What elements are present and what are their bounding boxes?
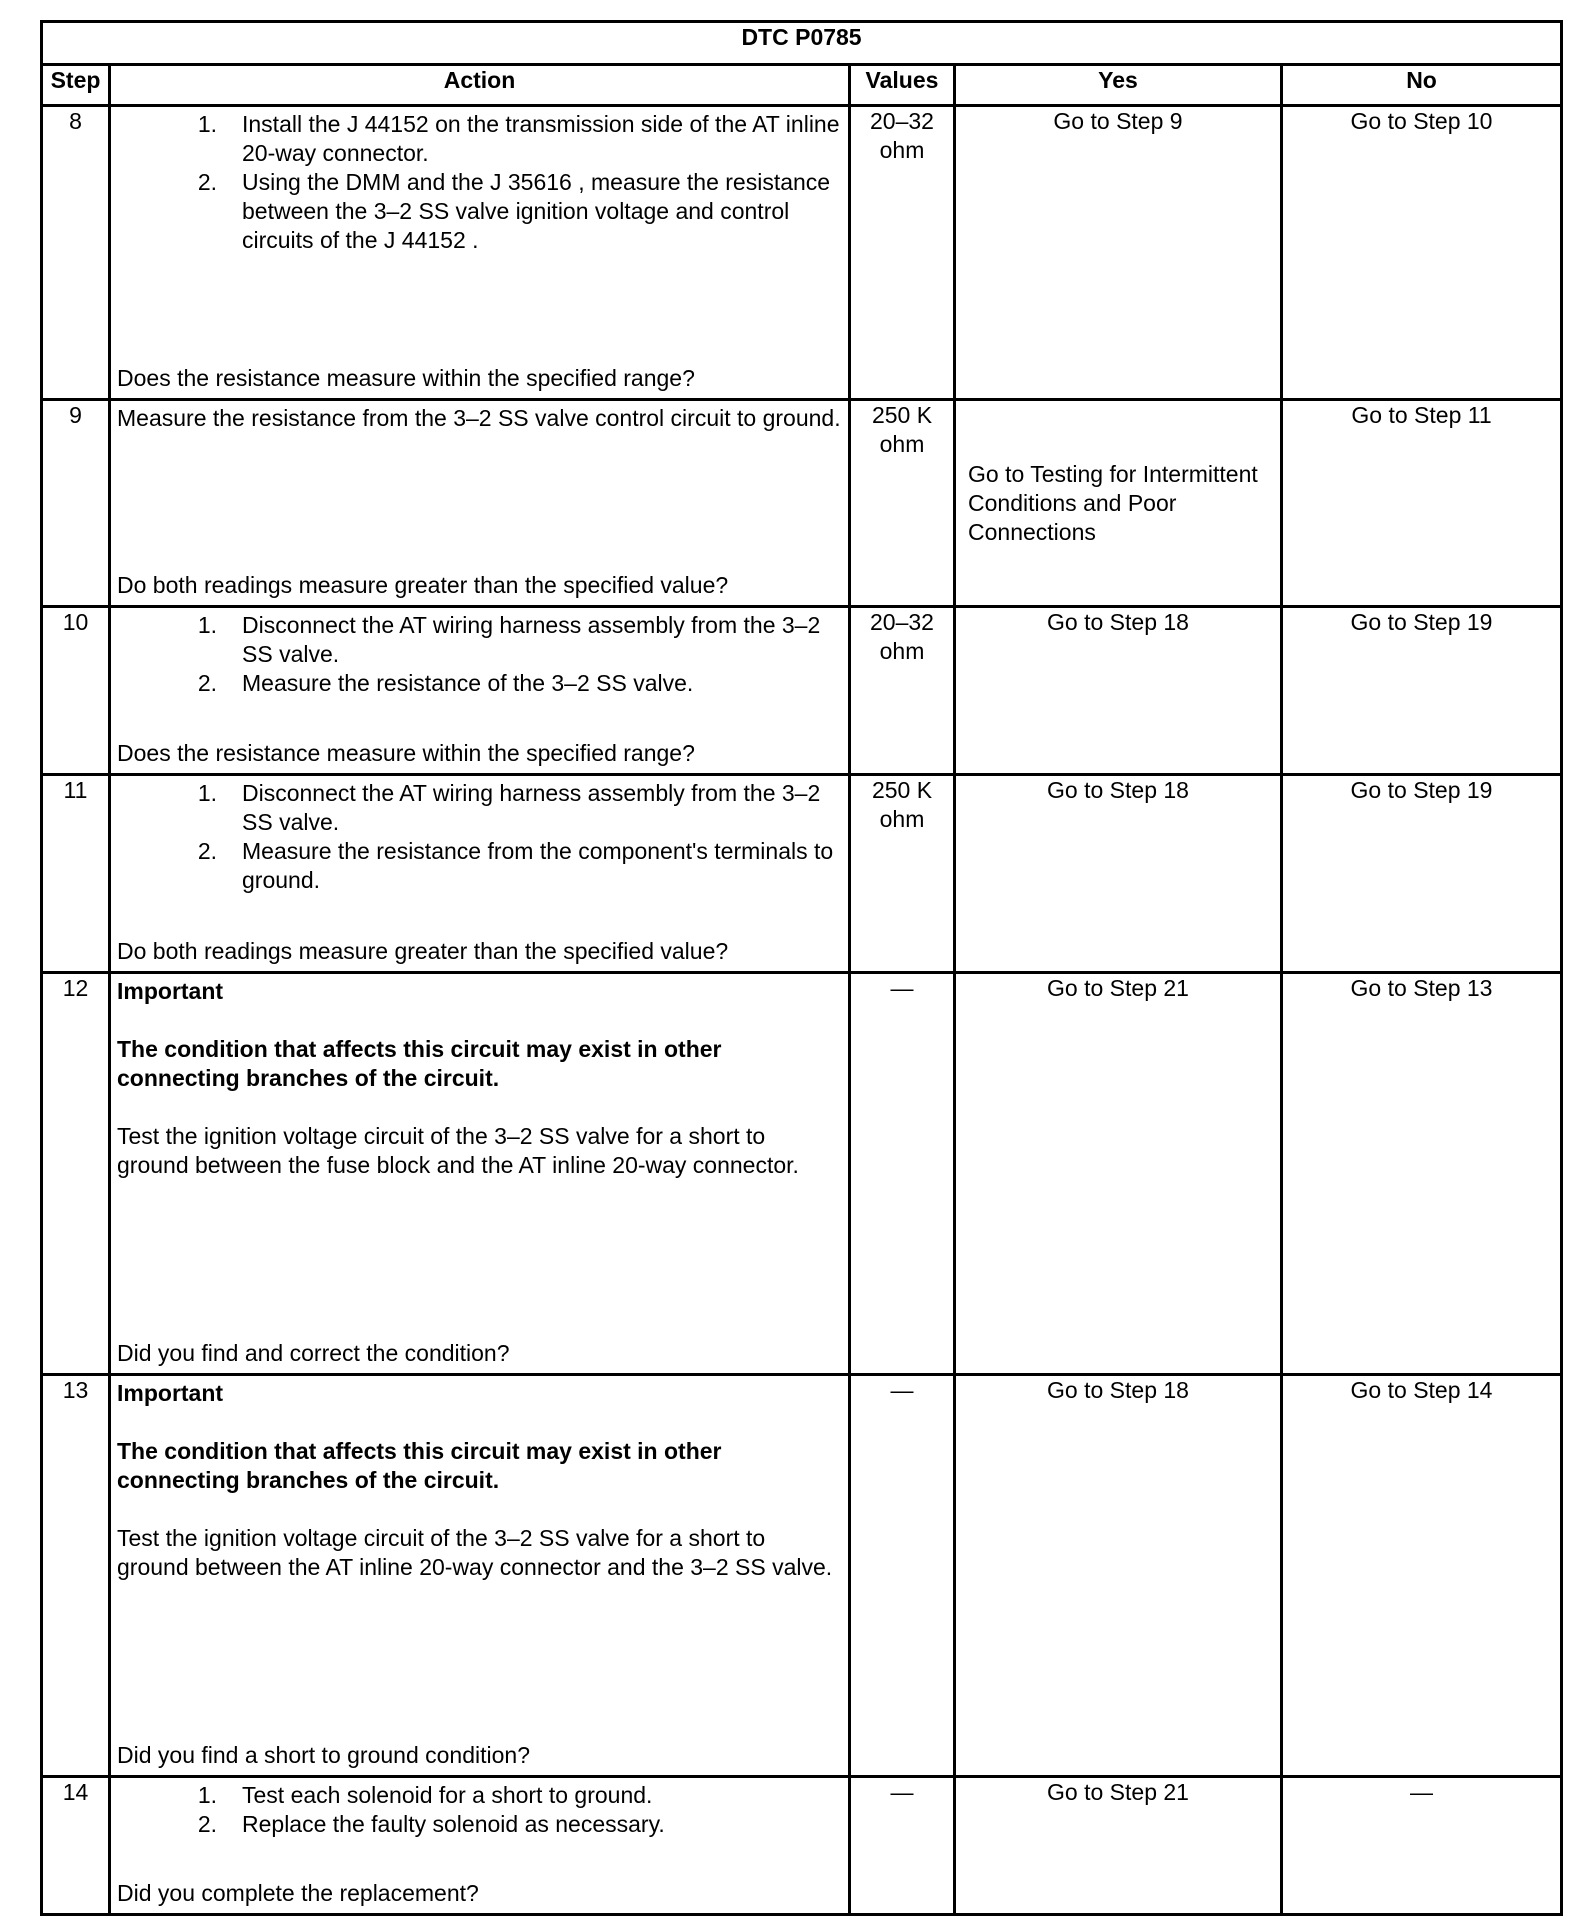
list-item (117, 837, 842, 895)
item-number: 2. (197, 1811, 217, 1837)
step-number: 10 (42, 607, 110, 775)
value-unit: ohm (879, 137, 925, 163)
no-link-step-8[interactable]: Go to Step 10 (1282, 106, 1562, 400)
value-cell (850, 775, 955, 973)
value-cell: — (850, 973, 955, 1375)
no-link-step-9[interactable]: Go to Step 11 (1282, 400, 1562, 607)
table-row (42, 973, 1562, 1375)
list-item (117, 611, 842, 669)
header-yes: Yes (955, 65, 1282, 106)
table-title: DTC P0785 (42, 22, 1562, 65)
value-cell: — (850, 1375, 955, 1777)
value-range: 250 K (871, 402, 933, 428)
item-number: 1. (197, 111, 217, 137)
value-range: 20–32 (870, 609, 934, 635)
important-heading: Important (117, 978, 224, 1004)
action-question: Do both readings measure greater than the specified value? (117, 572, 729, 598)
table-row (42, 1777, 1562, 1915)
item-text: Using the DMM and the J 35616 , measure the resistance between the 3–2 SS valve ignition voltage and control circuits of the J 44152 . (242, 169, 831, 253)
document-page (40, 20, 1563, 1916)
item-number: 1. (197, 612, 217, 638)
value-range: 250 K (871, 777, 933, 803)
action-cell (110, 106, 850, 400)
yes-link-step-10[interactable]: Go to Step 18 (955, 607, 1282, 775)
item-text: Disconnect the AT wiring harness assembly from the 3–2 SS valve. (242, 780, 821, 835)
yes-link-step-12[interactable]: Go to Step 21 (955, 973, 1282, 1375)
item-number: 2. (197, 670, 217, 696)
value-unit: ohm (879, 806, 925, 832)
yes-link-step-13[interactable]: Go to Step 18 (955, 1375, 1282, 1777)
value-range: 20–32 (870, 108, 934, 134)
value-unit: ohm (879, 638, 925, 664)
action-question: Do both readings measure greater than the specified value? (117, 938, 729, 964)
no-link-step-13[interactable]: Go to Step 14 (1282, 1375, 1562, 1777)
table-row (42, 775, 1562, 973)
yes-link-step-14[interactable]: Go to Step 21 (955, 1777, 1282, 1915)
step-number: 12 (42, 973, 110, 1375)
list-item (117, 168, 842, 255)
important-note: The condition that affects this circuit may exist in other connecting branches of the circuit. (117, 1438, 722, 1493)
header-step: Step (42, 65, 110, 106)
step-number: 14 (42, 1777, 110, 1915)
no-link-step-12[interactable]: Go to Step 13 (1282, 973, 1562, 1375)
no-link-step-14: — (1282, 1777, 1562, 1915)
action-text: Test the ignition voltage circuit of the 3–2 SS valve for a short to ground between the fuse block and the AT inline 20-way connector. (117, 1123, 799, 1178)
yes-link-step-9[interactable]: Go to Testing for Intermittent Conditions and Poor Connections (955, 400, 1282, 607)
value-cell (850, 106, 955, 400)
step-number: 13 (42, 1375, 110, 1777)
action-question: Does the resistance measure within the specified range? (117, 740, 695, 766)
action-cell (110, 400, 850, 607)
table-row (42, 400, 1562, 607)
no-link-step-10[interactable]: Go to Step 19 (1282, 607, 1562, 775)
table-row (42, 607, 1562, 775)
header-action: Action (110, 65, 850, 106)
item-number: 1. (197, 1782, 217, 1808)
list-item (117, 669, 842, 698)
item-text: Install the J 44152 on the transmission side of the AT inline 20-way connector. (242, 111, 840, 166)
item-number: 1. (197, 780, 217, 806)
action-question: Does the resistance measure within the specified range? (117, 365, 695, 391)
value-cell (850, 400, 955, 607)
action-text: Measure the resistance from the 3–2 SS valve control circuit to ground. (117, 405, 841, 431)
step-number: 9 (42, 400, 110, 607)
list-item (117, 1781, 842, 1810)
action-cell (110, 775, 850, 973)
yes-link-step-11[interactable]: Go to Step 18 (955, 775, 1282, 973)
important-note: The condition that affects this circuit may exist in other connecting branches of the circuit. (117, 1036, 722, 1091)
header-row (42, 65, 1562, 106)
step-number: 8 (42, 106, 110, 400)
item-text: Measure the resistance of the 3–2 SS valve. (242, 670, 694, 696)
table-row (42, 106, 1562, 400)
yes-link-step-8[interactable]: Go to Step 9 (955, 106, 1282, 400)
action-text: Test the ignition voltage circuit of the 3–2 SS valve for a short to ground between the AT inline 20-way connector and the 3–2 SS valve. (117, 1525, 833, 1580)
action-cell (110, 1777, 850, 1915)
item-text: Disconnect the AT wiring harness assembly from the 3–2 SS valve. (242, 612, 821, 667)
action-question: Did you complete the replacement? (117, 1880, 479, 1906)
important-heading: Important (117, 1380, 224, 1406)
action-cell (110, 607, 850, 775)
table-row (42, 1375, 1562, 1777)
item-number: 2. (197, 838, 217, 864)
list-item (117, 779, 842, 837)
value-unit: ohm (879, 431, 925, 457)
title-row (42, 22, 1562, 65)
action-question: Did you find and correct the condition? (117, 1340, 510, 1366)
no-link-step-11[interactable]: Go to Step 19 (1282, 775, 1562, 973)
action-cell (110, 1375, 850, 1777)
value-cell (850, 607, 955, 775)
item-number: 2. (197, 169, 217, 195)
header-values: Values (850, 65, 955, 106)
header-no: No (1282, 65, 1562, 106)
item-text: Measure the resistance from the component's terminals to ground. (242, 838, 834, 893)
step-number: 11 (42, 775, 110, 973)
list-item (117, 110, 842, 168)
action-question: Did you find a short to ground condition? (117, 1742, 530, 1768)
item-text: Replace the faulty solenoid as necessary. (242, 1811, 665, 1837)
value-cell: — (850, 1777, 955, 1915)
item-text: Test each solenoid for a short to ground. (242, 1782, 653, 1808)
list-item (117, 1810, 842, 1839)
action-cell (110, 973, 850, 1375)
dtc-table (40, 20, 1563, 1916)
